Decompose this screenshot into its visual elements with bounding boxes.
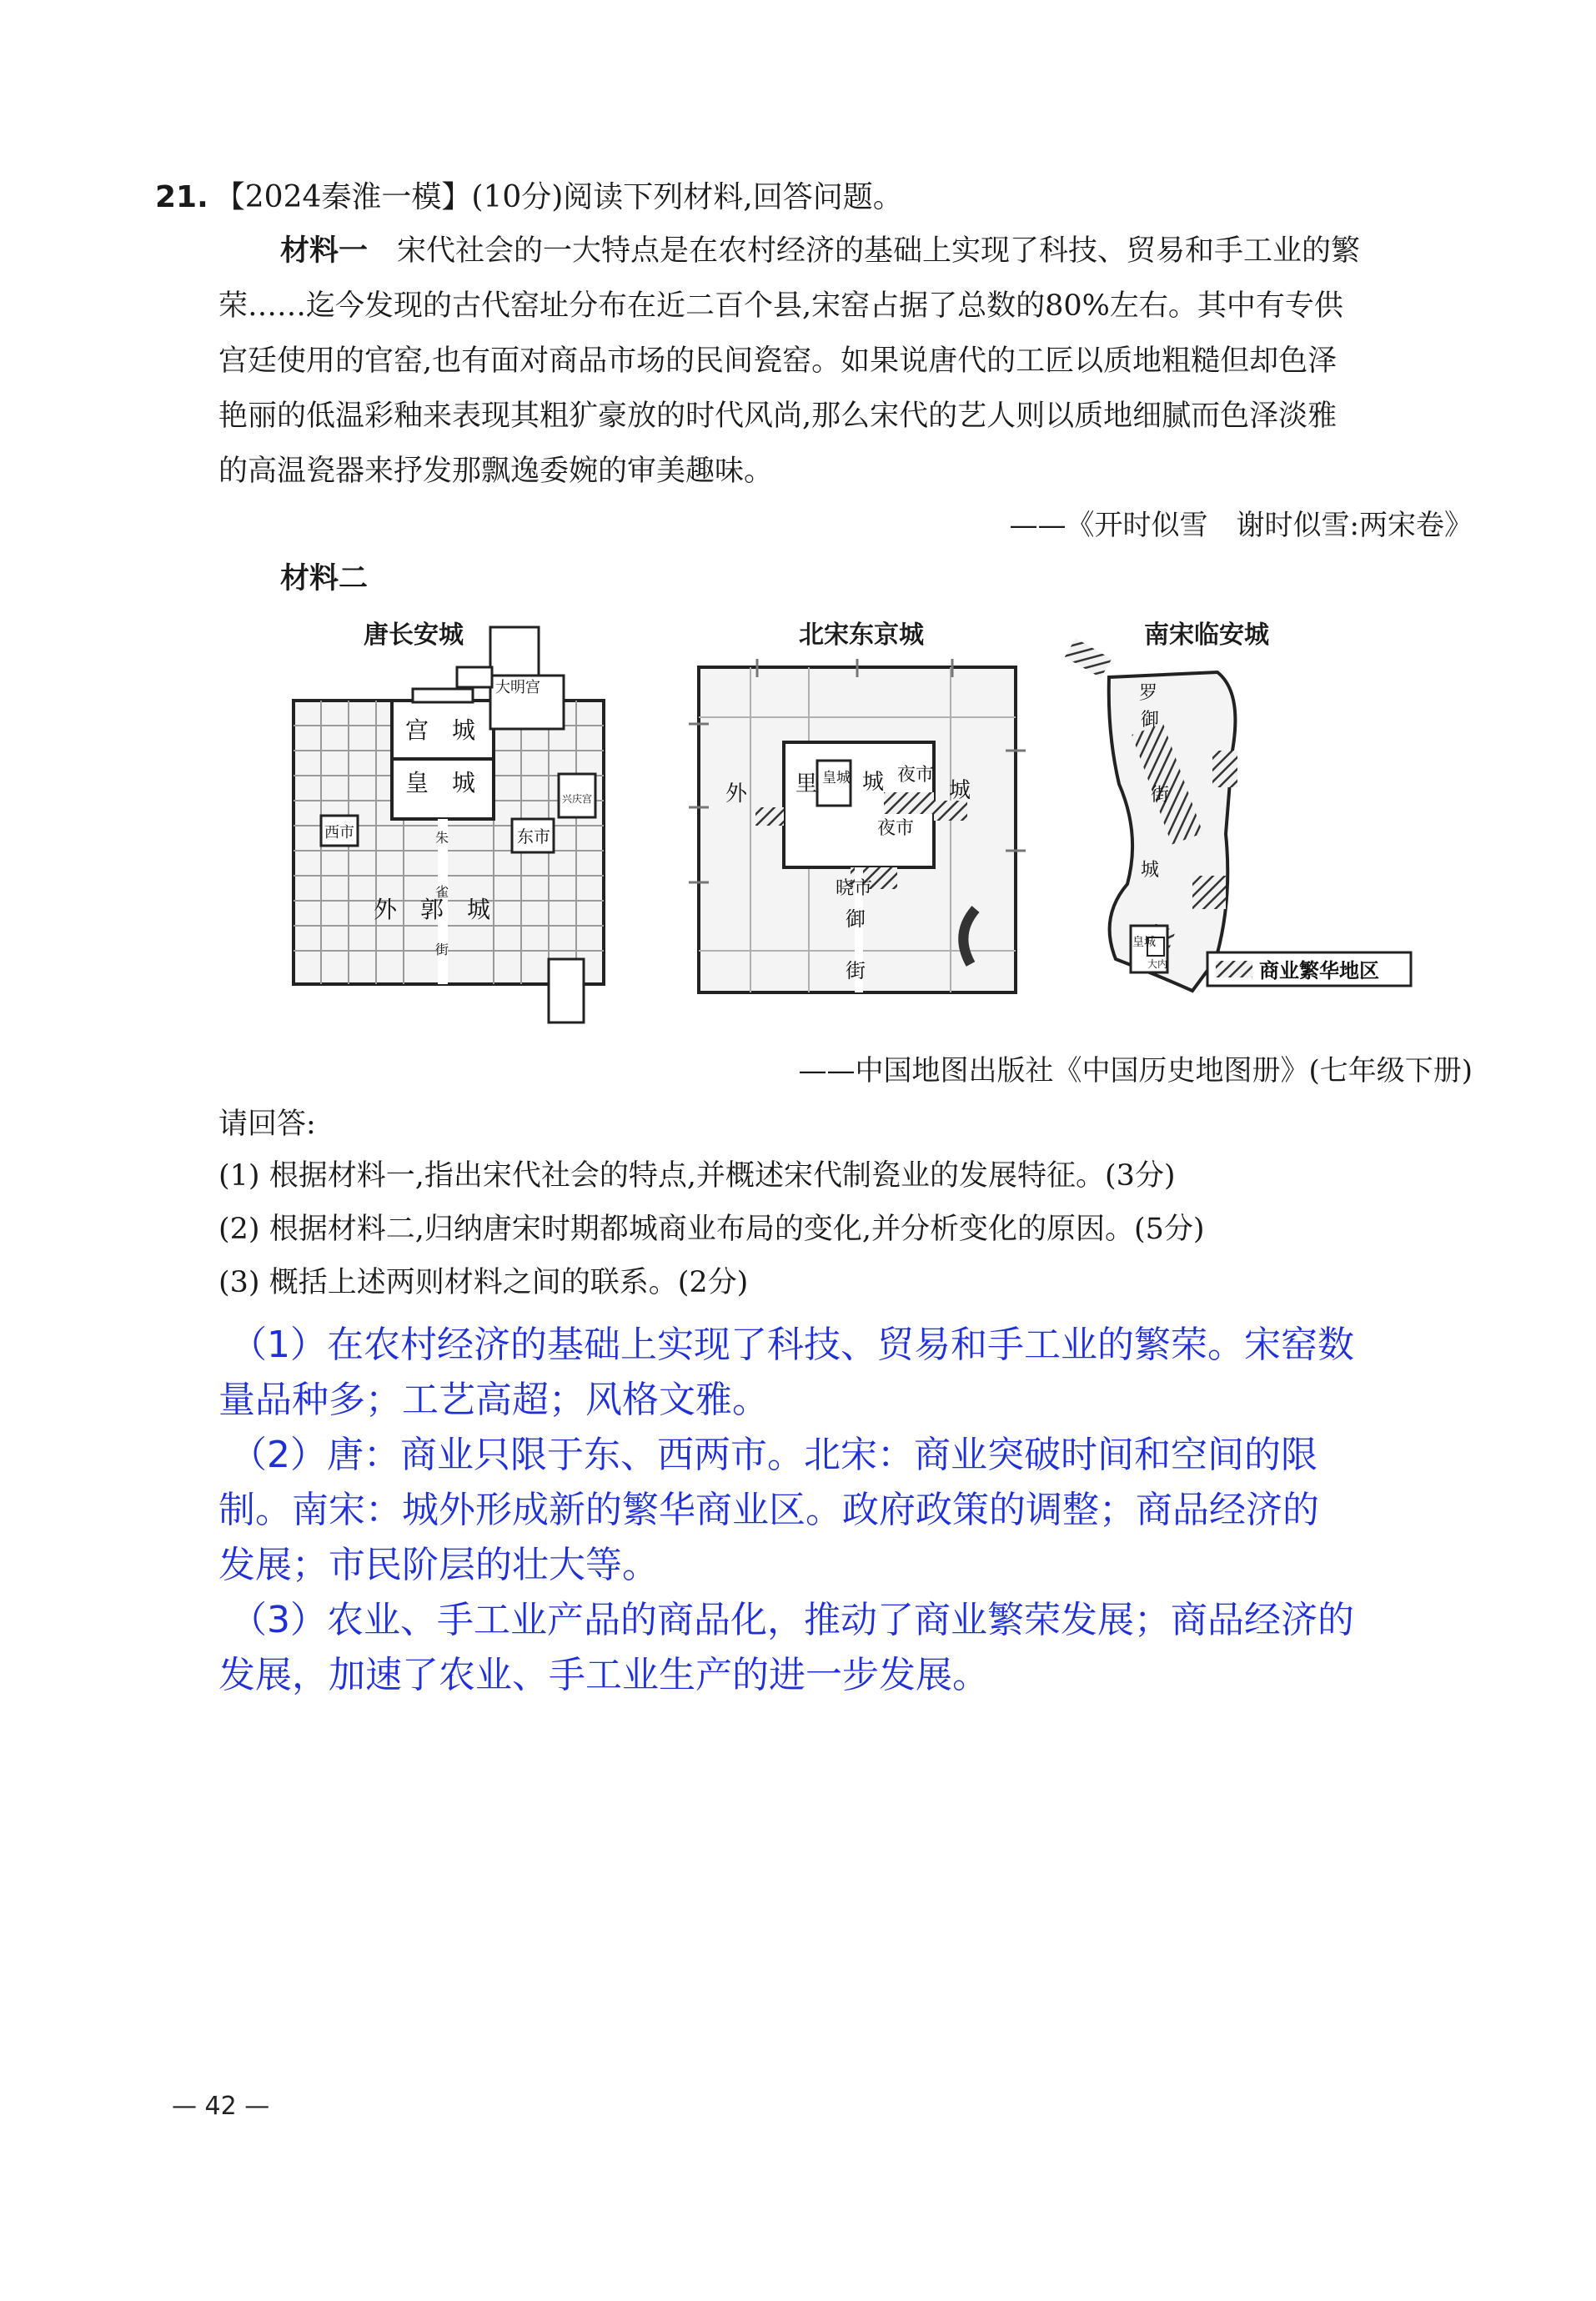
legend-hatch-swatch <box>1216 961 1252 977</box>
answer-line: （3）农业、手工业产品的商品化，推动了商业繁荣发展；商品经济的 <box>230 1599 1354 1641</box>
page-number: — 42 — <box>172 2092 270 2121</box>
map-tang-changan <box>294 627 604 1022</box>
answer-line: 发展；市民阶层的壮大等。 <box>218 1544 659 1586</box>
answer-line: （1）在农村经济的基础上实现了科技、贸易和手工业的繁荣。宋窑数 <box>230 1324 1354 1366</box>
linan-street-char: 城 <box>1141 860 1160 881</box>
dongjing-night-market-label-2: 夜市 <box>877 818 915 839</box>
material-one-source: ——《开时似雪 谢时似雪:两宋卷》 <box>1009 509 1473 542</box>
linan-street-char: 街 <box>1151 785 1170 806</box>
answer-line: 量品种多；工艺高超；风格文雅。 <box>218 1379 769 1421</box>
dongjing-night-market-label: 夜市 <box>897 765 935 786</box>
tang-xingqing-palace-label: 兴庆宫 <box>562 793 593 805</box>
dongjing-city-label-2: 城 <box>949 778 971 803</box>
answer-line: （2）唐：商业只限于东、西两市。北宋：商业突破时间和空间的限 <box>230 1434 1317 1476</box>
dongjing-street-char: 御 <box>846 907 866 931</box>
city-maps-figure <box>0 0 1596 1051</box>
map-title-tang-changan: 唐长安城 <box>364 620 464 650</box>
answer-line: 发展，加速了农业、手工业生产的进一步发展。 <box>218 1654 989 1696</box>
tang-east-market-label: 东市 <box>517 826 550 847</box>
linan-street-char: 罗 <box>1139 683 1158 704</box>
material-one-line: 宫廷使用的官窑,也有面对商品市场的民间瓷窑。如果说唐代的工匠以质地粗糙但却色泽 <box>218 344 1338 378</box>
answer-prompt: 请回答: <box>218 1108 316 1141</box>
tang-daming-palace-label: 大明宫 <box>495 679 540 696</box>
material-two-source: ——中国地图出版社《中国历史地图册》(七年级下册) <box>798 1054 1473 1088</box>
dongjing-imperial-label: 皇城 <box>822 770 851 786</box>
dongjing-outer-label: 外 <box>725 781 748 806</box>
subquestion-2: (2) 根据材料二,归纳唐宋时期都城商业布局的变化,并分析变化的原因。(5分) <box>218 1213 1205 1246</box>
tang-palace-city-label: 宫 城 <box>405 716 476 744</box>
material-one-line: 的高温瓷器来抒发那飘逸委婉的审美趣味。 <box>218 455 774 488</box>
dongjing-inner-label: 里 <box>795 771 818 796</box>
linan-imperial-label: 皇城 <box>1132 936 1156 949</box>
dongjing-street-char: 街 <box>846 959 866 982</box>
tang-street-char: 朱 <box>435 830 449 846</box>
tang-imperial-city-label: 皇 城 <box>405 769 476 796</box>
material-one-line: 材料一 宋代社会的一大特点是在农村经济的基础上实现了科技、贸易和手工业的繁 <box>280 234 1361 268</box>
tang-outer-city-label: 外 郭 城 <box>374 896 491 923</box>
subquestion-1: (1) 根据材料一,指出宋代社会的特点,并概述宋代制瓷业的发展特征。(3分) <box>218 1159 1176 1193</box>
map-northern-song-dongjing <box>689 659 1026 992</box>
dongjing-city-label: 城 <box>862 770 885 795</box>
map-title-southern-song-linan: 南宋临安城 <box>1144 620 1269 650</box>
answer-line: 制。南宋：城外形成新的繁华商业区。政府政策的调整；商品经济的 <box>218 1489 1319 1531</box>
legend-commercial-area-label: 商业繁华地区 <box>1259 959 1379 982</box>
dongjing-dawn-market-label: 晓市 <box>836 878 873 899</box>
material-two-label: 材料二 <box>280 561 369 595</box>
material-one-line: 荣……迄今发现的古代窑址分布在近二百个县,宋窑占据了总数的80%左右。其中有专供 <box>218 289 1343 323</box>
material-one-label: 材料一 <box>280 234 369 268</box>
linan-street-char: 御 <box>1141 710 1160 731</box>
tang-street-char: 雀 <box>435 884 449 900</box>
map-southern-song-linan <box>1065 638 1411 991</box>
question-number: 21. <box>155 180 208 214</box>
subquestion-3: (3) 概括上述两则材料之间的联系。(2分) <box>218 1266 749 1299</box>
material-one-line: 艳丽的低温彩釉来表现其粗犷豪放的时代风尚,那么宋代的艺人则以质地细腻而色泽淡雅 <box>218 399 1338 433</box>
linan-inner-label: 大内 <box>1147 958 1168 970</box>
answer-block <box>218 1318 1486 1703</box>
tang-street-char: 街 <box>435 942 449 957</box>
tang-west-market-label: 西市 <box>324 824 354 842</box>
question-title: 【2024秦淮一模】(10分)阅读下列材料,回答问题。 <box>214 180 903 214</box>
map-title-northern-song-dongjing: 北宋东京城 <box>799 620 924 650</box>
